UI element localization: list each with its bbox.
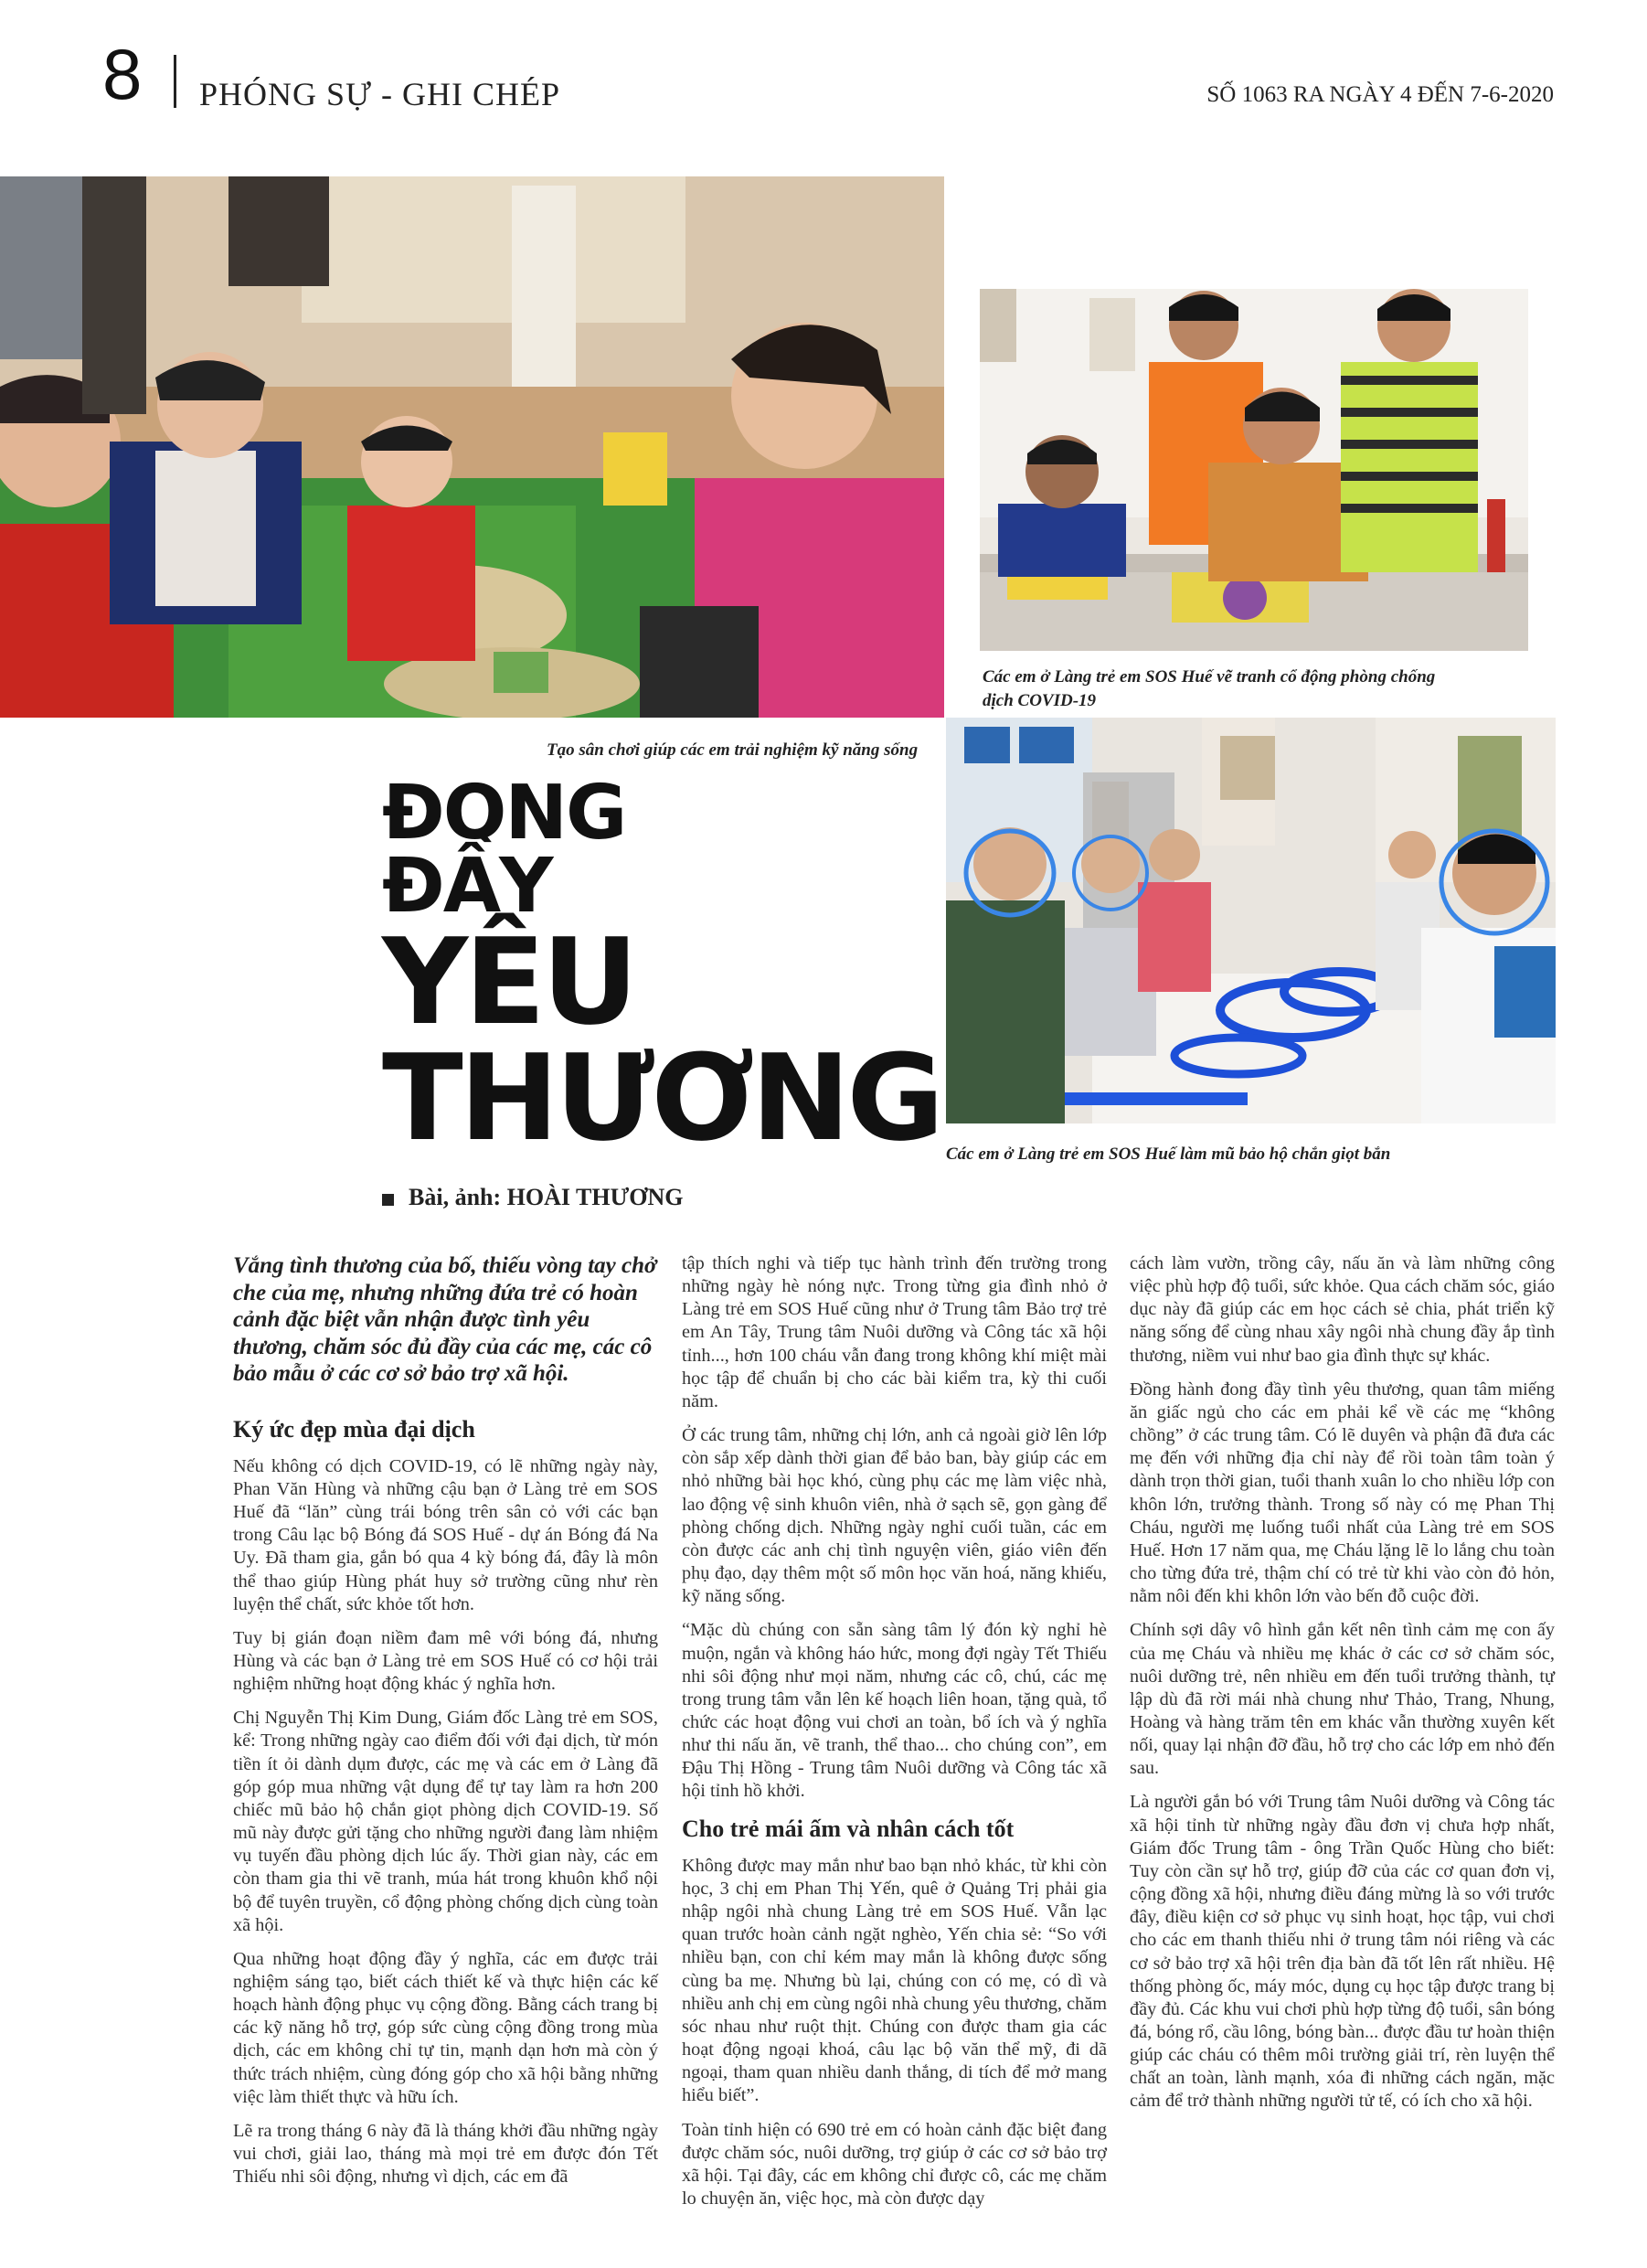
title-line-1: ĐONG [382, 770, 626, 857]
byline-text: Bài, ảnh: HOÀI THƯƠNG [409, 1184, 684, 1210]
subheading-1: Ký ức đẹp mùa đại dịch [233, 1415, 475, 1443]
paragraph: Tuy bị gián đoạn niềm đam mê với bóng đá, nhưng Hùng và các bạn ở Làng trẻ em SOS Huế có cơ hội trải nghiệm những hoạt động khác ý nghĩa hơn. [233, 1627, 658, 1695]
lead-paragraph: Vắng tình thương của bố, thiếu vòng tay chở che của mẹ, nhưng những đứa trẻ có hoàn cảnh đặc biệt vẫn nhận được tình yêu thương, chăm sóc đủ đầy của các mẹ, các cô bảo mẫu ở các cơ sở bảo trợ xã hội. [233, 1253, 657, 1386]
page-number: 8 [102, 34, 143, 114]
paragraph: cách làm vườn, trồng cây, nấu ăn và làm những công việc phù hợp độ tuổi, sức khỏe. Qua cách chăm sóc, giáo dục này đã giúp các em học cách sẻ chia, phát triển kỹ năng sống để cùng nhau xây ngôi nhà chung đầy ắp tình thương, niềm vui như bao gia đình thực sự khác. [1130, 1253, 1555, 1366]
paragraph: tập thích nghi và tiếp tục hành trình đến trường trong những ngày hè nóng nực. Trong từng gia đình nhỏ ở Làng trẻ em SOS Huế cũng như ở Trung tâm Bảo trợ trẻ em An Tây, Trung tâm Nuôi dưỡng và Công tác xã hội tỉnh..., hơn 100 cháu vẫn đang trong không khí miệt mài học tập để chuẩn bị cho các bài kiểm tra, kỳ thi cuối năm. [682, 1253, 1107, 1411]
paragraph: Là người gắn bó với Trung tâm Nuôi dưỡng và Công tác xã hội tỉnh từ những ngày đầu đơn vị chưa hợp nhất, Giám đốc Trung tâm - ông Trần Quốc Hùng cho biết: Tuy còn cần sự hỗ trợ, giúp đỡ của các cơ quan đơn vị, cộng đồng xã hội, nhưng điều đáng mừng là so với trước đây, điều kiện cơ sở phục vụ sinh hoạt, học tập, vui chơi cho các em thanh thiếu nhi ở trung tâm nói riêng và các cơ sở bảo trợ xã hội trên địa bàn đã tốt lên rất nhiều. Hệ thống phòng ốc, máy móc, dụng cụ học tập được trang bị đầy đủ. Các khu vui chơi phù hợp từng độ tuổi, sân bóng đá, bóng rổ, cầu lông, bóng bàn... được đầu tư hoàn thiện giúp các cháu có thêm môi trường giải trí, rèn luyện thể chất an toàn, lành mạnh, xóa đi những cách ngăn, mặc cảm để trở thành những người tử tế, có ích cho xã hội. [1130, 1792, 1555, 2112]
main-photo [0, 176, 944, 718]
header-divider [174, 55, 176, 108]
byline-square-icon [382, 1194, 394, 1206]
mask-photo-caption: Các em ở Làng trẻ em SOS Huế làm mũ bảo hộ chắn giọt bắn [946, 1145, 1391, 1164]
issue-info: SỐ 1063 RA NGÀY 4 ĐẾN 7-6-2020 [1206, 82, 1554, 107]
article-title [382, 770, 941, 1168]
paragraph: Lẽ ra trong tháng 6 này đã là tháng khởi đầu những ngày vui chơi, giải lao, tháng mà mọi trẻ em được đón Tết Thiếu nhi sôi động, nhưng vì dịch, các em đã [233, 2120, 658, 2188]
paragraph: Qua những hoạt động đầy ý nghĩa, các em được trải nghiệm sáng tạo, biết cách thiết kế và thực hiện các kế hoạch hành động phục vụ cộng đồng. Bằng cách trang bị các kỹ năng hỗ trợ, góp sức cùng cộng đồng trong mùa dịch, các em không chỉ tự tin, mạnh dạn hơn mà còn ý thức trách nhiệm, cùng đóng góp cho xã hội bằng những việc làm thiết thực và hữu ích. [233, 1948, 658, 2107]
paragraph: Chị Nguyễn Thị Kim Dung, Giám đốc Làng trẻ em SOS, kể: Trong những ngày cao điểm đối với đại dịch, từ món tiền ít ỏi dành dụm được, các mẹ và các em ở Làng đã góp góp mua những vật dụng để tự tay làm ra hơn 200 chiếc mũ bảo hộ chắn giọt phòng dịch COVID-19. Số mũ này được gửi tặng cho những người đang làm nhiệm vụ tuyến đầu phòng dịch lúc ấy. Thời gian này, các em còn tham gia thi vẽ tranh, múa hát trong khuôn khổ nội bộ để tuyên truyền, cổ động phòng chống dịch cùng toàn xã hội. [233, 1708, 658, 1935]
paragraph: Ở các trung tâm, những chị lớn, anh cả ngoài giờ lên lớp còn sắp xếp dành thời gian để bảo ban, bày giúp các em nhỏ những bài học khó, cùng phụ các mẹ làm việc nhà, lao động vệ sinh khuôn viên, nhà ở sạch sẽ, gọn gàng để phòng chống dịch. Những ngày nghỉ cuối tuần, các em còn được các anh chị tình nguyện viên, giáo viên đến phụ đạo, dạy thêm một số môn học văn hoá, năng khiếu, kỹ năng sống. [682, 1425, 1107, 1607]
title-line-4: THƯƠNG [382, 1028, 941, 1168]
subheading-2: Cho trẻ mái ấm và nhân cách tốt [682, 1815, 1015, 1842]
column-1 [233, 1252, 658, 2199]
column-3 [1130, 1252, 1555, 2124]
paragraph: Đồng hành đong đầy tình yêu thương, quan tâm miếng ăn giấc ngủ cho các em phải kể về các mẹ “không chồng” ở các trung tâm. Có lẽ duyên và phận đã đưa các mẹ đến với những địa chỉ này để rồi toàn tâm toàn ý dành trọn thời gian, tuổi thanh xuân lo cho nhiều lớp con khôn lớn, trưởng thành. Trong số này có mẹ Phan Thị Cháu, người mẹ luống tuổi nhất của Làng trẻ em SOS Huế. Hơn 17 năm qua, mẹ Cháu lặng lẽ lo lắng chu toàn cho từng đứa trẻ, thậm chí có trẻ từ khi vào còn đỏ hỏn, nằm nôi đến khi khôn lớn vào bến đỗ cuộc đời. [1130, 1379, 1555, 1607]
title-line-2: ĐẦY [382, 843, 552, 931]
drawing-photo [980, 289, 1528, 651]
paragraph: Nếu không có dịch COVID-19, có lẽ những ngày này, Phan Văn Hùng và những cậu bạn ở Làng trẻ em SOS Huế đã “lăn” cùng trái bóng trên sân cỏ với các bạn trong Câu lạc bộ Bóng đá SOS Huế - dự án Bóng đá Na Uy. Đã tham gia, gắn bó qua 4 kỳ bóng đá, đây là môn thể thao giúp Hùng phát huy sở trường cũng như rèn luyện thể chất, sức khỏe tốt hơn. [233, 1455, 658, 1614]
section-title: PHÓNG SỰ - GHI CHÉP [199, 76, 560, 112]
main-photo-caption: Tạo sân chơi giúp các em trải nghiệm kỹ năng sống [547, 740, 919, 760]
paragraph: “Mặc dù chúng con sẵn sàng tâm lý đón kỳ nghỉ hè muộn, ngắn và không háo hức, mong đợi ngày Tết Thiếu nhi sôi động như mọi năm, nhưng các cô, chú, các mẹ trong trung tâm vẫn lên kế hoạch liên hoan, tặng quà, tổ chức các hoạt động vui chơi an toàn, bổ ích và ý nghĩa như thi nấu ăn, vẽ tranh, thể thao... cho chúng con”, em Đậu Thị Hồng - Trung tâm Nuôi dưỡng và Công tác xã hội tỉnh hồ khởi. [682, 1620, 1107, 1802]
paragraph: Không được may mắn như bao bạn nhỏ khác, từ khi còn học, 3 chị em Phan Thị Yến, quê ở Quảng Trị phải gia nhập ngôi nhà chung Làng trẻ em SOS Huế. Vẫn lạc quan trước hoàn cảnh ngặt nghèo, Yến chia sẻ: “So với nhiều bạn, con chỉ kém may mắn là không được sống cùng ba mẹ. Nhưng bù lại, chúng con có mẹ, có dì và nhiều anh chị em cùng ngôi nhà chung yêu thương, chăm sóc nhau như ruột thịt. Chúng con được tham gia các hoạt động ngoại khoá, câu lạc bộ văn thể mỹ, đi dã ngoại, tham quan nhiều danh thắng, di tích để mở mang hiểu biết”. [682, 1855, 1107, 2106]
title-line-3: YÊU [382, 911, 635, 1051]
mask-photo [946, 718, 1556, 1123]
paragraph: Chính sợi dây vô hình gắn kết nên tình cảm mẹ con ấy của mẹ Cháu và nhiều mẹ khác ở các cơ sở chăm sóc, nuôi dưỡng trẻ, nên nhiều em đến tuổi trưởng thành, tự lập dù đã rời mái nhà chung như Thảo, Trang, Nhung, Hoàng và hàng trăm tên em khác vẫn thường xuyên kết nối, quay lại nhận đỡ đầu, hỗ trợ cho các lớp em nhỏ đến sau. [1130, 1620, 1555, 1779]
drawing-photo-caption: Các em ở Làng trẻ em SOS Huế vẽ tranh cổ động phòng chống dịch COVID-19 [983, 667, 1436, 710]
paragraph: Toàn tỉnh hiện có 690 trẻ em có hoàn cảnh đặc biệt đang được chăm sóc, nuôi dưỡng, trợ giúp ở các cơ sở bảo trợ xã hội. Tại đây, các em không chỉ được cô, các mẹ chăm lo chuyện ăn, việc học, mà còn được dạy [682, 2119, 1107, 2209]
byline [382, 1184, 684, 1211]
column-2 [682, 1252, 1107, 2221]
